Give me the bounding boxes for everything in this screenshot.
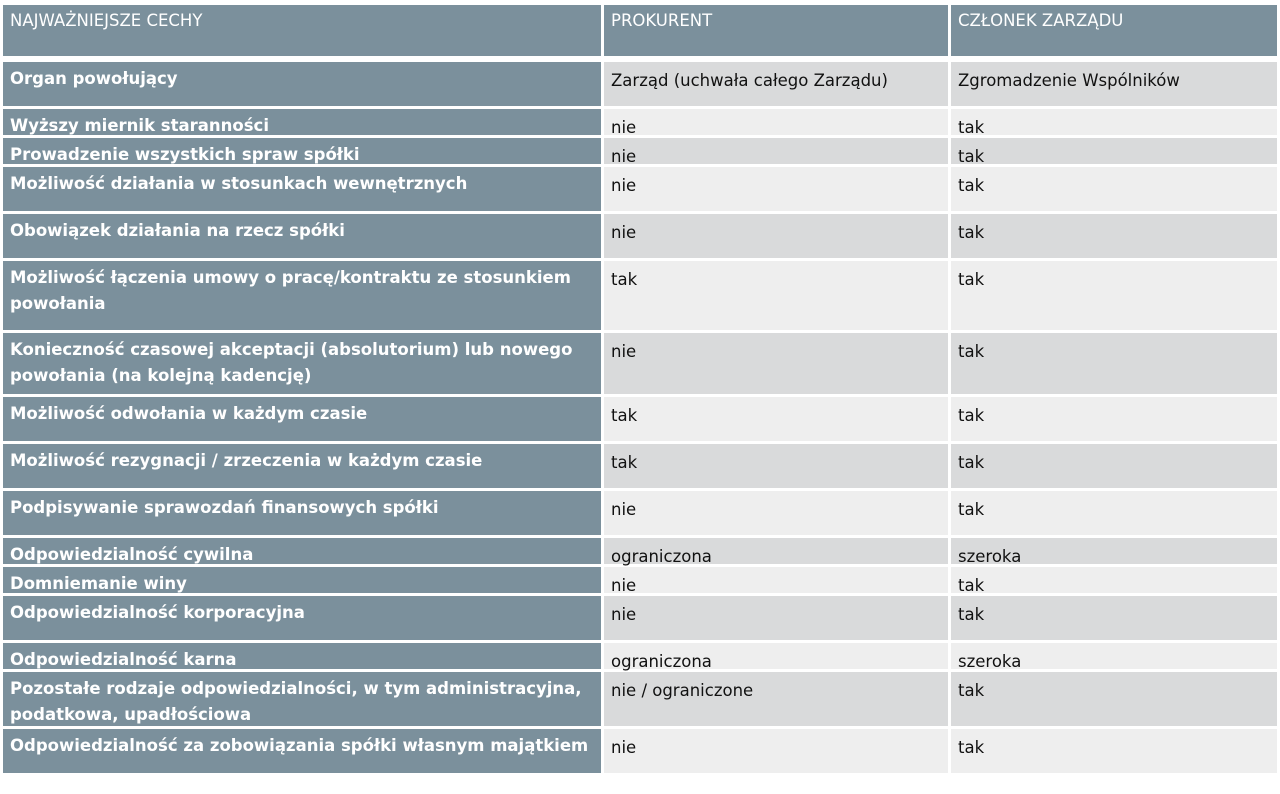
row-feature-label: Domniemanie winy xyxy=(3,567,604,596)
table-row xyxy=(3,214,1277,261)
row-feature-label: Odpowiedzialność za zobowiązania spółki własnym majątkiem xyxy=(3,729,604,776)
table-row xyxy=(3,397,1277,444)
table-body xyxy=(3,62,1277,776)
row-prokurent-value: tak xyxy=(604,397,951,444)
row-prokurent-value: nie xyxy=(604,596,951,643)
table-row xyxy=(3,138,1277,167)
row-prokurent-value: tak xyxy=(604,261,951,333)
row-board-member-value: tak xyxy=(951,444,1277,491)
row-feature-label: Pozostałe rodzaje odpowiedzialności, w tym administracyjna, podatkowa, upadłościowa xyxy=(3,672,604,729)
header-features: NAJWAŻNIEJSZE CECHY xyxy=(3,5,604,59)
table-row xyxy=(3,491,1277,538)
table-row xyxy=(3,538,1277,567)
row-board-member-value: tak xyxy=(951,333,1277,397)
row-board-member-value: tak xyxy=(951,596,1277,643)
row-feature-label: Konieczność czasowej akceptacji (absolutorium) lub nowego powołania (na kolejną kadencję) xyxy=(3,333,604,397)
table-row xyxy=(3,444,1277,491)
row-board-member-value: szeroka xyxy=(951,643,1277,672)
row-prokurent-value: nie xyxy=(604,491,951,538)
table-row xyxy=(3,167,1277,214)
row-feature-label: Możliwość łączenia umowy o pracę/kontraktu ze stosunkiem powołania xyxy=(3,261,604,333)
row-feature-label: Wyższy miernik staranności xyxy=(3,109,604,138)
row-board-member-value: tak xyxy=(951,729,1277,776)
row-board-member-value: tak xyxy=(951,167,1277,214)
row-feature-label: Odpowiedzialność karna xyxy=(3,643,604,672)
row-prokurent-value: ograniczona xyxy=(604,538,951,567)
comparison-table xyxy=(3,5,1277,776)
table-header-row xyxy=(3,5,1277,59)
row-feature-label: Obowiązek działania na rzecz spółki xyxy=(3,214,604,261)
row-prokurent-value: ograniczona xyxy=(604,643,951,672)
row-feature-label: Odpowiedzialność cywilna xyxy=(3,538,604,567)
row-board-member-value: szeroka xyxy=(951,538,1277,567)
table-row xyxy=(3,596,1277,643)
row-board-member-value: tak xyxy=(951,567,1277,596)
row-board-member-value: tak xyxy=(951,261,1277,333)
row-prokurent-value: nie xyxy=(604,567,951,596)
row-board-member-value: tak xyxy=(951,138,1277,167)
row-board-member-value: tak xyxy=(951,214,1277,261)
table-row xyxy=(3,643,1277,672)
table-row xyxy=(3,672,1277,729)
row-feature-label: Organ powołujący xyxy=(3,62,604,109)
row-board-member-value: tak xyxy=(951,672,1277,729)
row-feature-label: Możliwość działania w stosunkach wewnętrznych xyxy=(3,167,604,214)
row-board-member-value: tak xyxy=(951,491,1277,538)
row-prokurent-value: nie xyxy=(604,167,951,214)
row-board-member-value: tak xyxy=(951,397,1277,444)
row-board-member-value: Zgromadzenie Wspólników xyxy=(951,62,1277,109)
table-row xyxy=(3,109,1277,138)
row-prokurent-value: nie xyxy=(604,109,951,138)
table-row xyxy=(3,62,1277,109)
row-feature-label: Możliwość odwołania w każdym czasie xyxy=(3,397,604,444)
row-prokurent-value: Zarząd (uchwała całego Zarządu) xyxy=(604,62,951,109)
row-prokurent-value: nie xyxy=(604,214,951,261)
row-board-member-value: tak xyxy=(951,109,1277,138)
header-board-member: CZŁONEK ZARZĄDU xyxy=(951,5,1277,59)
table-row xyxy=(3,261,1277,333)
table-row xyxy=(3,567,1277,596)
header-prokurent: PROKURENT xyxy=(604,5,951,59)
table-row xyxy=(3,729,1277,776)
row-prokurent-value: nie xyxy=(604,729,951,776)
table-row xyxy=(3,333,1277,397)
row-feature-label: Prowadzenie wszystkich spraw spółki xyxy=(3,138,604,167)
row-prokurent-value: nie xyxy=(604,333,951,397)
row-feature-label: Odpowiedzialność korporacyjna xyxy=(3,596,604,643)
row-prokurent-value: tak xyxy=(604,444,951,491)
row-prokurent-value: nie / ograniczone xyxy=(604,672,951,729)
row-feature-label: Podpisywanie sprawozdań finansowych spółki xyxy=(3,491,604,538)
row-feature-label: Możliwość rezygnacji / zrzeczenia w każdym czasie xyxy=(3,444,604,491)
row-prokurent-value: nie xyxy=(604,138,951,167)
